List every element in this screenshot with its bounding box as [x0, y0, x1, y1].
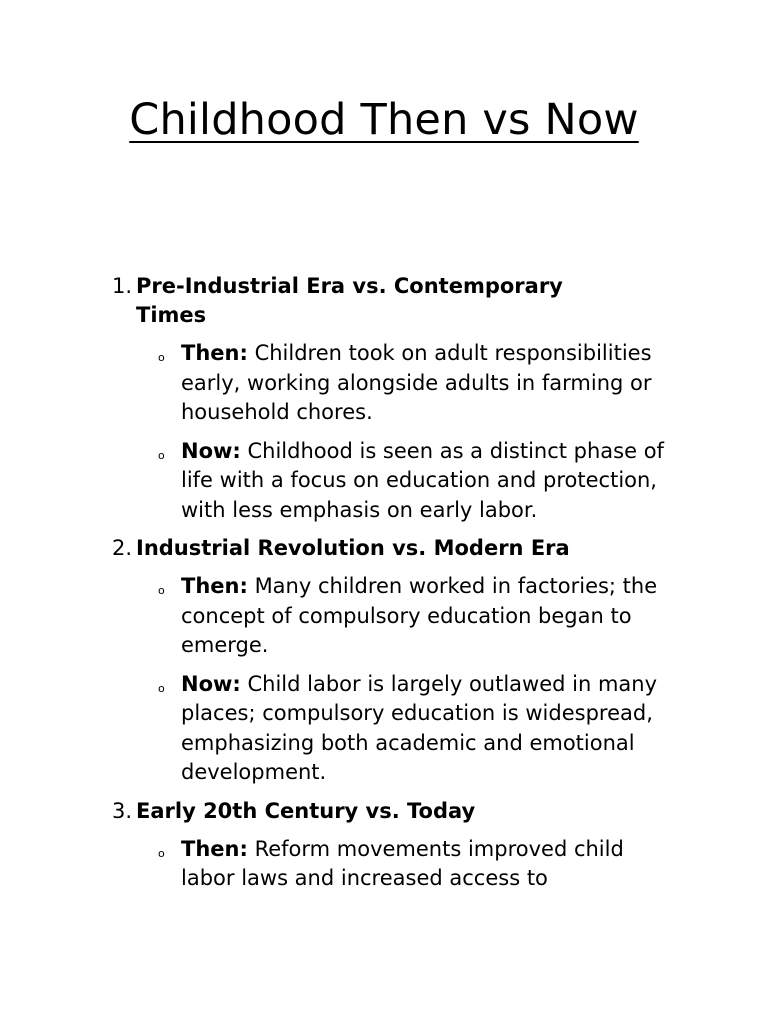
bullet-lead: Then: [181, 836, 248, 861]
bullet-lead: Now: [181, 438, 241, 463]
bullet-list [0, 339, 768, 525]
list-item [0, 572, 681, 661]
section-heading [0, 272, 606, 330]
bullet-marker: o [158, 351, 165, 364]
section-heading [0, 534, 606, 563]
section-list [0, 272, 768, 903]
bullet-text: Childhood is seen as a distinct phase of life with a focus on education and protection, with less emphasis on early labor. [181, 438, 664, 522]
list-item [0, 670, 681, 788]
list-item [0, 835, 681, 894]
bullet-list [0, 572, 768, 788]
list-item [0, 437, 681, 526]
bullet-marker: o [158, 846, 165, 860]
section-number: 1. [112, 274, 133, 298]
bullet-lead: Then: [181, 574, 248, 598]
bullet-lead: Then: [181, 341, 248, 365]
bullet-marker: o [158, 681, 165, 695]
list-item [0, 339, 681, 428]
section-heading-text: Pre-Industrial Era vs. Contemporary Times [136, 274, 563, 327]
section-2 [0, 534, 768, 788]
section-1 [0, 272, 768, 525]
bullet-text: Many children worked in factories; the concept of compulsory education began to emerge. [181, 574, 658, 657]
bullet-text: Reform movements improved child labor laws and increased access to [181, 836, 624, 890]
section-number: 2. [112, 536, 133, 560]
bullet-text: Children took on adult responsibilities early, working alongside adults in farming or household chores. [181, 341, 652, 424]
document-title-text: Childhood Then vs Now [129, 95, 639, 145]
bullet-marker: o [158, 448, 165, 462]
document-title [0, 92, 768, 148]
bullet-marker: o [158, 584, 165, 597]
bullet-list [0, 835, 768, 894]
section-number: 3. [112, 798, 133, 823]
section-heading [0, 797, 606, 826]
section-heading-text: Industrial Revolution vs. Modern Era [136, 536, 570, 560]
section-heading-text: Early 20th Century vs. Today [136, 798, 476, 823]
bullet-lead: Now: [181, 671, 241, 696]
bullet-text: Child labor is largely outlawed in many places; compulsory education is widespread, emphasizing both academic and emotional development. [181, 671, 658, 784]
section-3 [0, 797, 768, 894]
